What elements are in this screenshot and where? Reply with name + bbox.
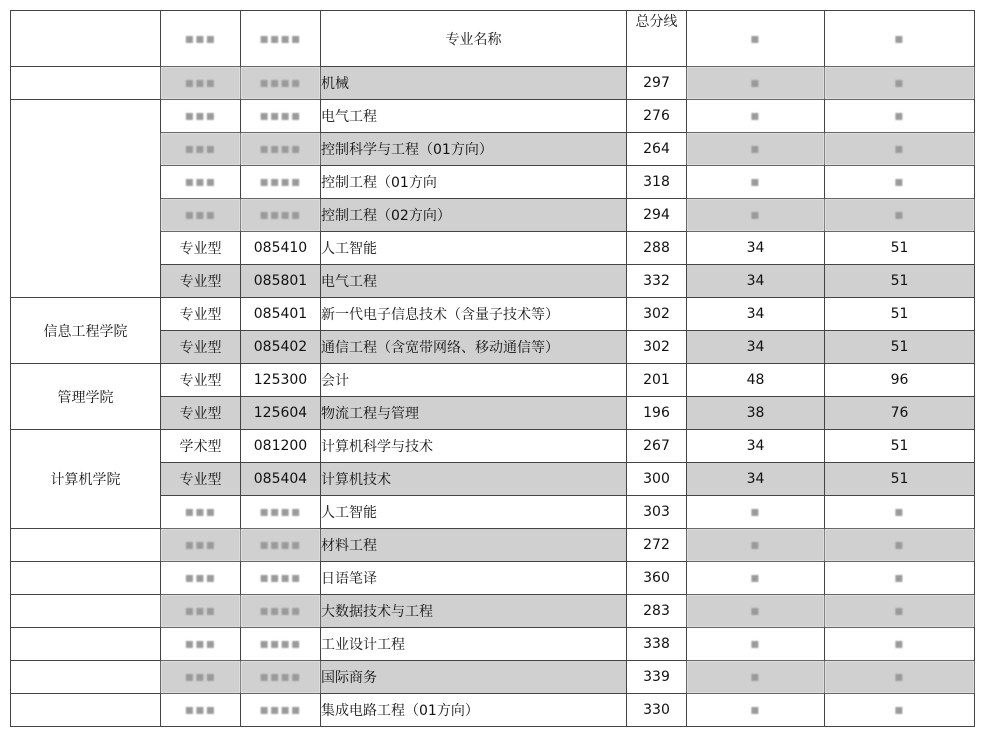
code-cell: 085404 bbox=[241, 463, 321, 496]
header-single-cell: ▪ bbox=[687, 11, 825, 67]
table-row bbox=[11, 67, 975, 100]
total-score-cell: 360 bbox=[627, 562, 687, 595]
major-name-cell: 控制科学与工程（01方向） bbox=[321, 133, 627, 166]
total-score-cell: 302 bbox=[627, 331, 687, 364]
single-score-cell: 34 bbox=[687, 265, 825, 298]
other-score-cell: ▪ bbox=[825, 661, 975, 694]
single-score-cell: 38 bbox=[687, 397, 825, 430]
header-type-cell: ▪▪▪ bbox=[161, 11, 241, 67]
type-cell: 专业型 bbox=[161, 331, 241, 364]
code-cell: ▪▪▪▪ bbox=[241, 100, 321, 133]
college-cell: 信息工程学院 bbox=[11, 298, 161, 364]
total-score-cell: 272 bbox=[627, 529, 687, 562]
code-cell: ▪▪▪▪ bbox=[241, 529, 321, 562]
major-name-cell: 通信工程（含宽带网络、移动通信等） bbox=[321, 331, 627, 364]
header-major-name: 专业名称 bbox=[321, 11, 627, 67]
single-score-cell: 34 bbox=[687, 298, 825, 331]
type-cell: ▪▪▪ bbox=[161, 199, 241, 232]
major-name-cell: 人工智能 bbox=[321, 232, 627, 265]
major-name-cell: 人工智能 bbox=[321, 496, 627, 529]
table-row bbox=[11, 364, 975, 397]
major-name-cell: 计算机技术 bbox=[321, 463, 627, 496]
college-cell bbox=[11, 562, 161, 595]
total-score-cell: 267 bbox=[627, 430, 687, 463]
college-cell bbox=[11, 67, 161, 100]
other-score-cell: ▪ bbox=[825, 199, 975, 232]
other-score-cell: ▪ bbox=[825, 133, 975, 166]
header-other-cell: ▪ bbox=[825, 11, 975, 67]
major-name-cell: 控制工程（01方向 bbox=[321, 166, 627, 199]
single-score-cell: 34 bbox=[687, 463, 825, 496]
college-cell bbox=[11, 100, 161, 298]
single-score-cell: ▪ bbox=[687, 166, 825, 199]
table-row bbox=[11, 529, 975, 562]
type-cell: ▪▪▪ bbox=[161, 661, 241, 694]
single-score-cell: ▪ bbox=[687, 562, 825, 595]
other-score-cell: ▪ bbox=[825, 166, 975, 199]
other-score-cell: ▪ bbox=[825, 529, 975, 562]
major-name-cell: 电气工程 bbox=[321, 265, 627, 298]
total-score-cell: 276 bbox=[627, 100, 687, 133]
type-cell: ▪▪▪ bbox=[161, 595, 241, 628]
college-cell bbox=[11, 595, 161, 628]
code-cell: ▪▪▪▪ bbox=[241, 595, 321, 628]
single-score-cell: ▪ bbox=[687, 661, 825, 694]
type-cell: ▪▪▪ bbox=[161, 529, 241, 562]
major-name-cell: 计算机科学与技术 bbox=[321, 430, 627, 463]
code-cell: ▪▪▪▪ bbox=[241, 562, 321, 595]
other-score-cell: ▪ bbox=[825, 595, 975, 628]
single-score-cell: ▪ bbox=[687, 529, 825, 562]
table-row bbox=[11, 694, 975, 727]
code-cell: ▪▪▪▪ bbox=[241, 661, 321, 694]
score-table bbox=[10, 10, 975, 727]
code-cell: ▪▪▪▪ bbox=[241, 199, 321, 232]
type-cell: 专业型 bbox=[161, 265, 241, 298]
major-name-cell: 国际商务 bbox=[321, 661, 627, 694]
code-cell: 125604 bbox=[241, 397, 321, 430]
code-cell: 085401 bbox=[241, 298, 321, 331]
table-row bbox=[11, 298, 975, 331]
type-cell: 专业型 bbox=[161, 463, 241, 496]
single-score-cell: ▪ bbox=[687, 496, 825, 529]
major-name-cell: 控制工程（02方向） bbox=[321, 199, 627, 232]
type-cell: ▪▪▪ bbox=[161, 100, 241, 133]
other-score-cell: 76 bbox=[825, 397, 975, 430]
major-name-cell: 电气工程 bbox=[321, 100, 627, 133]
other-score-cell: 51 bbox=[825, 232, 975, 265]
college-cell: 管理学院 bbox=[11, 364, 161, 430]
single-score-cell: ▪ bbox=[687, 199, 825, 232]
code-cell: 125300 bbox=[241, 364, 321, 397]
single-score-cell: ▪ bbox=[687, 67, 825, 100]
major-name-cell: 材料工程 bbox=[321, 529, 627, 562]
single-score-cell: ▪ bbox=[687, 133, 825, 166]
type-cell: ▪▪▪ bbox=[161, 133, 241, 166]
single-score-cell: 34 bbox=[687, 232, 825, 265]
type-cell: 专业型 bbox=[161, 364, 241, 397]
single-score-cell: ▪ bbox=[687, 628, 825, 661]
college-cell: 计算机学院 bbox=[11, 430, 161, 529]
table-row bbox=[11, 628, 975, 661]
code-cell: 085402 bbox=[241, 331, 321, 364]
single-score-cell: 34 bbox=[687, 430, 825, 463]
table-row bbox=[11, 430, 975, 463]
total-score-cell: 332 bbox=[627, 265, 687, 298]
major-name-cell: 工业设计工程 bbox=[321, 628, 627, 661]
college-cell bbox=[11, 661, 161, 694]
other-score-cell: ▪ bbox=[825, 694, 975, 727]
other-score-cell: 96 bbox=[825, 364, 975, 397]
total-score-cell: 300 bbox=[627, 463, 687, 496]
type-cell: ▪▪▪ bbox=[161, 694, 241, 727]
major-name-cell: 会计 bbox=[321, 364, 627, 397]
total-score-cell: 201 bbox=[627, 364, 687, 397]
type-cell: ▪▪▪ bbox=[161, 166, 241, 199]
total-score-cell: 338 bbox=[627, 628, 687, 661]
other-score-cell: ▪ bbox=[825, 562, 975, 595]
other-score-cell: 51 bbox=[825, 265, 975, 298]
total-score-cell: 318 bbox=[627, 166, 687, 199]
code-cell: 085801 bbox=[241, 265, 321, 298]
single-score-cell: 48 bbox=[687, 364, 825, 397]
total-score-cell: 196 bbox=[627, 397, 687, 430]
other-score-cell: ▪ bbox=[825, 67, 975, 100]
total-score-cell: 303 bbox=[627, 496, 687, 529]
single-score-cell: ▪ bbox=[687, 694, 825, 727]
total-score-cell: 283 bbox=[627, 595, 687, 628]
header-row bbox=[11, 11, 975, 67]
code-cell: ▪▪▪▪ bbox=[241, 67, 321, 100]
other-score-cell: 51 bbox=[825, 430, 975, 463]
table-row bbox=[11, 595, 975, 628]
type-cell: 专业型 bbox=[161, 298, 241, 331]
major-name-cell: 集成电路工程（01方向） bbox=[321, 694, 627, 727]
college-cell bbox=[11, 529, 161, 562]
type-cell: ▪▪▪ bbox=[161, 562, 241, 595]
code-cell: ▪▪▪▪ bbox=[241, 496, 321, 529]
total-score-cell: 294 bbox=[627, 199, 687, 232]
header-code-cell: ▪▪▪▪ bbox=[241, 11, 321, 67]
other-score-cell: 51 bbox=[825, 463, 975, 496]
other-score-cell: ▪ bbox=[825, 496, 975, 529]
code-cell: 085410 bbox=[241, 232, 321, 265]
other-score-cell: ▪ bbox=[825, 628, 975, 661]
code-cell: ▪▪▪▪ bbox=[241, 694, 321, 727]
single-score-cell: ▪ bbox=[687, 100, 825, 133]
table-row bbox=[11, 100, 975, 133]
type-cell: ▪▪▪ bbox=[161, 628, 241, 661]
total-score-cell: 302 bbox=[627, 298, 687, 331]
other-score-cell: 51 bbox=[825, 298, 975, 331]
major-name-cell: 物流工程与管理 bbox=[321, 397, 627, 430]
total-score-cell: 330 bbox=[627, 694, 687, 727]
code-cell: 081200 bbox=[241, 430, 321, 463]
major-name-cell: 日语笔译 bbox=[321, 562, 627, 595]
major-name-cell: 机械 bbox=[321, 67, 627, 100]
header-college-cell bbox=[11, 11, 161, 67]
code-cell: ▪▪▪▪ bbox=[241, 628, 321, 661]
total-score-cell: 297 bbox=[627, 67, 687, 100]
table-row bbox=[11, 562, 975, 595]
college-cell bbox=[11, 628, 161, 661]
other-score-cell: 51 bbox=[825, 331, 975, 364]
table-body bbox=[11, 67, 975, 727]
type-cell: 学术型 bbox=[161, 430, 241, 463]
major-name-cell: 新一代电子信息技术（含量子技术等） bbox=[321, 298, 627, 331]
single-score-cell: 34 bbox=[687, 331, 825, 364]
header-total-score: 总分线 bbox=[627, 11, 687, 67]
type-cell: 专业型 bbox=[161, 397, 241, 430]
college-cell bbox=[11, 694, 161, 727]
type-cell: 专业型 bbox=[161, 232, 241, 265]
major-name-cell: 大数据技术与工程 bbox=[321, 595, 627, 628]
total-score-cell: 288 bbox=[627, 232, 687, 265]
table-row bbox=[11, 661, 975, 694]
type-cell: ▪▪▪ bbox=[161, 67, 241, 100]
type-cell: ▪▪▪ bbox=[161, 496, 241, 529]
code-cell: ▪▪▪▪ bbox=[241, 133, 321, 166]
total-score-cell: 339 bbox=[627, 661, 687, 694]
single-score-cell: ▪ bbox=[687, 595, 825, 628]
other-score-cell: ▪ bbox=[825, 100, 975, 133]
code-cell: ▪▪▪▪ bbox=[241, 166, 321, 199]
total-score-cell: 264 bbox=[627, 133, 687, 166]
